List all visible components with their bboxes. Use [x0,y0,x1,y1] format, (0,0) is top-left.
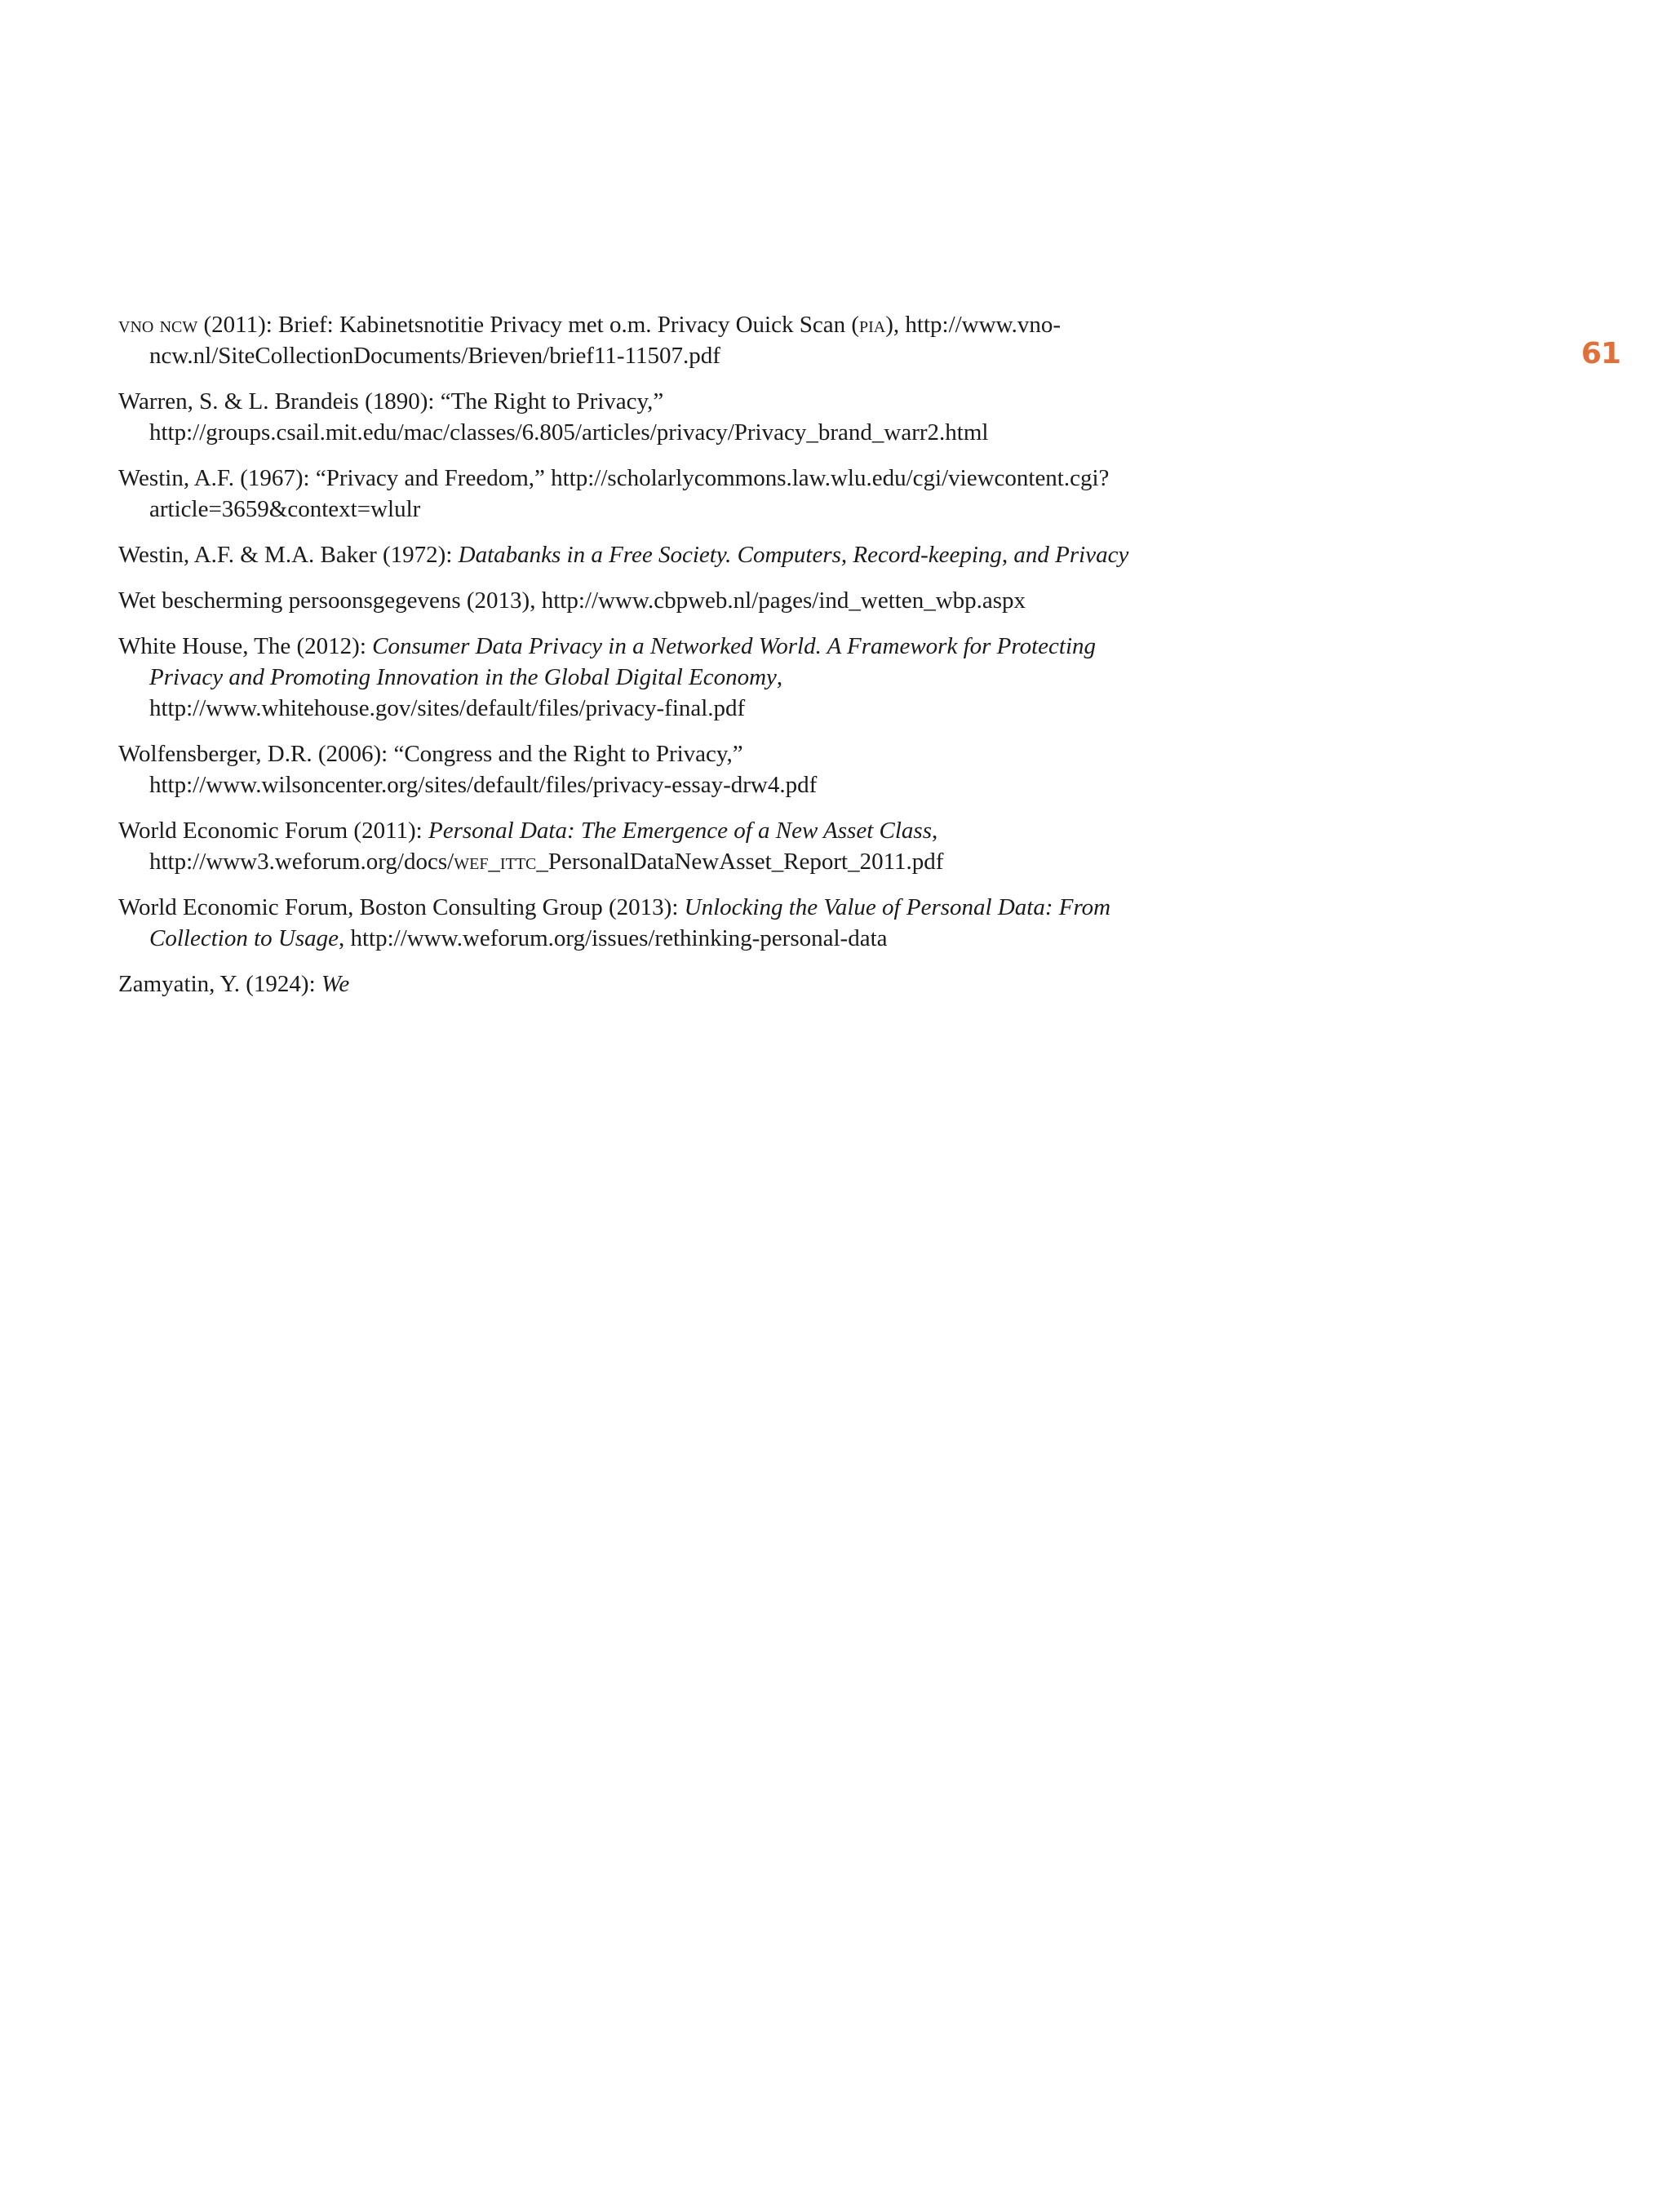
reference-entry [118,738,1130,800]
reference-title: Consumer Data Privacy in a Networked World. A Framework for Protecting Privacy and Promoting Innovation in the Global Digital Economy [149,633,1097,690]
reference-title: Databanks in a Free Society. Computers, Record-keeping, and Privacy [458,542,1129,568]
reference-entry [118,585,1130,616]
reference-text: , http://www.whitehouse.gov/sites/default/files/privacy-final.pdf [149,664,783,721]
reference-entry [118,631,1130,724]
reference-entry [118,969,1130,1000]
reference-entry [118,309,1130,371]
reference-text: Wet bescherming persoonsgegevens (2013), http://www.cbpweb.nl/pages/ind_wetten_wbp.aspx [118,587,1026,614]
reference-acronym: pia [859,312,886,338]
reference-text: (2011): Brief: Kabinetsnotitie Privacy met o.m. Privacy Ouick Scan ( [197,312,859,338]
reference-title: Unlocking the Value of Personal Data: From Collection to Usage [149,894,1111,951]
reference-entry [118,463,1130,525]
page-number: 61 [1580,337,1620,370]
reference-list [118,309,1130,1014]
reference-title: Personal Data: The Emergence of a New Asset Class [428,818,932,844]
reference-text: World Economic Forum (2011): [118,818,428,844]
reference-entry [118,386,1130,448]
reference-entry [118,892,1130,954]
reference-entry [118,815,1130,877]
reference-text: Zamyatin, Y. (1924): [118,971,321,997]
reference-entry [118,539,1130,570]
reference-text: Westin, A.F. & M.A. Baker (1972): [118,542,459,568]
reference-text: ), http://www.vno-ncw.nl/SiteCollectionDocuments/Brieven/brief11-11507.pdf [149,312,1062,369]
reference-text: White House, The (2012): [118,633,373,659]
reference-title: We [321,971,350,997]
reference-text: World Economic Forum, Boston Consulting Group (2013): [118,894,685,920]
reference-acronym: wef_ittc [454,849,537,875]
reference-text: Wolfensberger, D.R. (2006): “Congress and the Right to Privacy,” http://www.wilsoncenter.org/sites/default/files/privacy-essay-drw4.pdf [118,741,818,798]
reference-acronym: vno ncw [118,312,198,338]
reference-text: , http://www.weforum.org/issues/rethinking-personal-data [338,925,888,951]
reference-text: Westin, A.F. (1967): “Privacy and Freedom,” http://scholarlycommons.law.wlu.edu/cgi/viewcontent.cgi?article=3659&context=wlulr [118,465,1110,522]
reference-text: _PersonalDataNewAsset_Report_2011.pdf [536,849,944,875]
reference-text: Warren, S. & L. Brandeis (1890): “The Right to Privacy,” http://groups.csail.mit.edu/mac/classes/6.805/articles/privacy/Privacy_brand_warr2.html [118,388,989,446]
reference-text: , http://www3.weforum.org/docs/ [149,818,938,875]
